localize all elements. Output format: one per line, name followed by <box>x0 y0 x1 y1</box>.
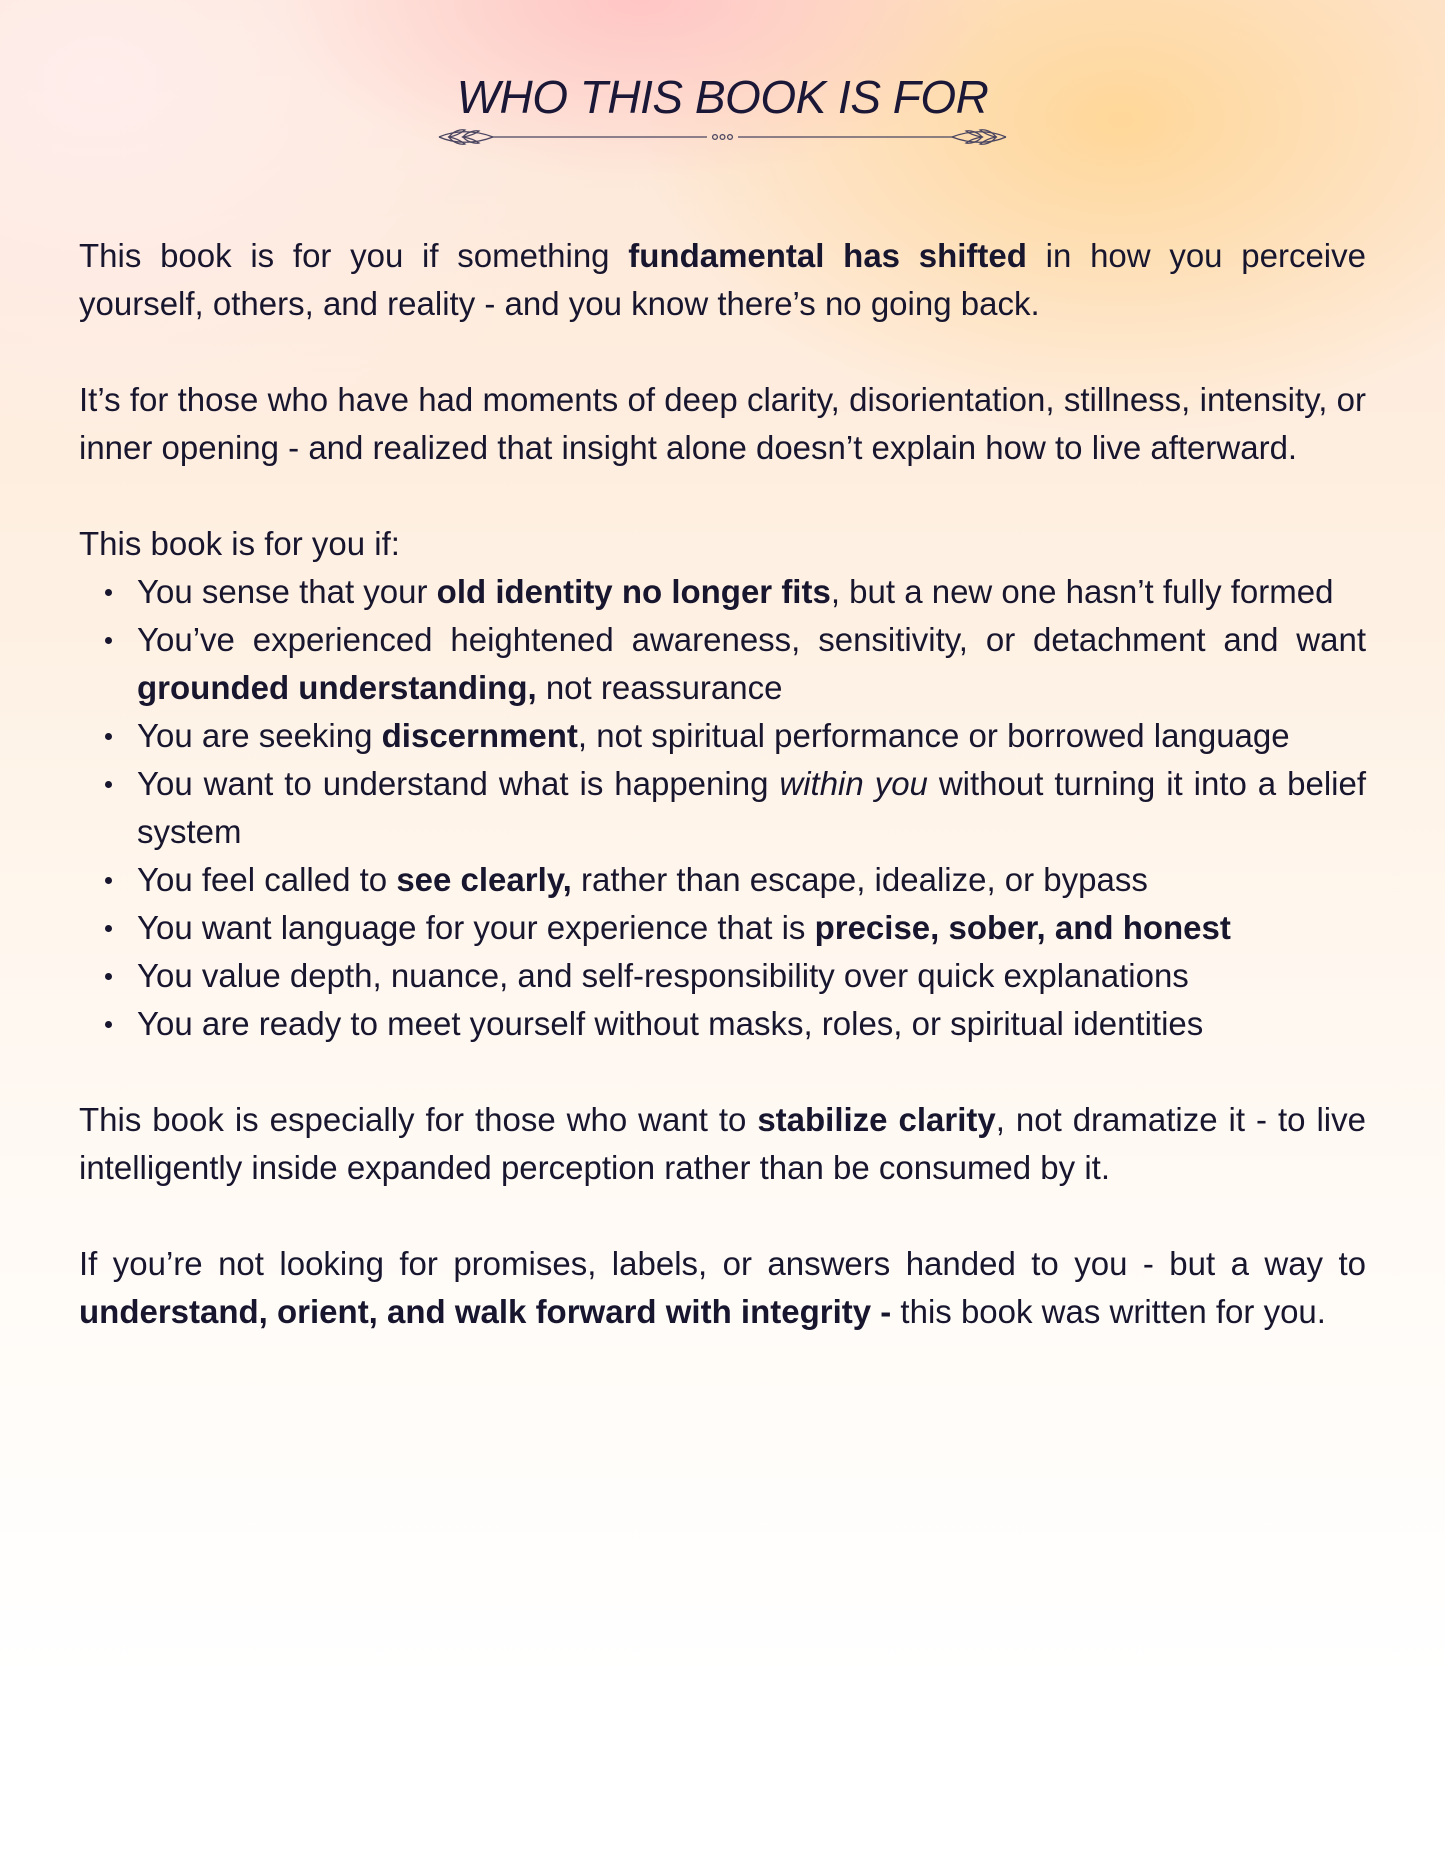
list-item: You sense that your old identity no longer fits, but a new one hasn’t fully formed <box>137 568 1366 616</box>
stabilize-paragraph: This book is especially for those who want to stabilize clarity, not dramatize it - to live intelligently inside expanded perception rather than be consumed by it. <box>79 1101 1366 1186</box>
body-text <box>79 232 1366 1384</box>
closing-paragraph: If you’re not looking for promises, labels, or answers handed to you - but a way to understand, orient, and walk forward with integrity - this book was written for you. <box>79 1245 1366 1330</box>
clarity-paragraph: It’s for those who have had moments of deep clarity, disorientation, stillness, intensity, or inner opening - and realized that insight alone doesn’t explain how to live afterward. <box>79 381 1366 466</box>
list-intro: This book is for you if: <box>79 525 400 562</box>
page-title: WHO THIS BOOK IS FOR <box>456 71 989 123</box>
laurel-divider-icon <box>435 122 1010 152</box>
reader-criteria-list <box>79 568 1366 1048</box>
list-item: You want to understand what is happening within you without turning it into a belief system <box>137 760 1366 856</box>
list-item: You’ve experienced heightened awareness, sensitivity, or detachment and want grounded understanding, not reassurance <box>137 616 1366 712</box>
list-item: You feel called to see clearly, rather than escape, idealize, or bypass <box>137 856 1366 904</box>
list-item: You are seeking discernment, not spiritual performance or borrowed language <box>137 712 1366 760</box>
intro-paragraph: This book is for you if something fundamental has shifted in how you perceive yourself, others, and reality - and you know there’s no going back. <box>79 237 1366 322</box>
list-item: You want language for your experience that is precise, sober, and honest <box>137 904 1366 952</box>
list-item: You are ready to meet yourself without masks, roles, or spiritual identities <box>137 1000 1366 1048</box>
list-item: You value depth, nuance, and self-responsibility over quick explanations <box>137 952 1366 1000</box>
